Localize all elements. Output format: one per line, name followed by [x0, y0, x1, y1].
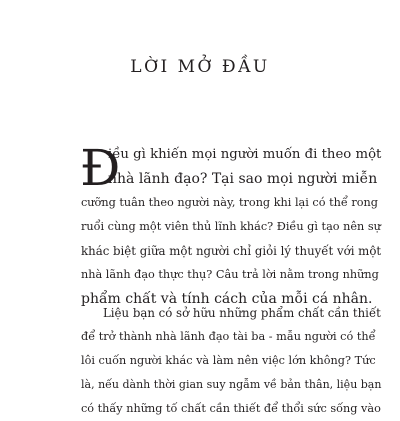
paragraph-line: cưỡng tuân theo người này, trong khi lại có thể rong — [81, 196, 378, 209]
paragraph-1 — [80, 139, 382, 311]
paragraph-line: lôi cuốn người khác và làm nên việc lớn không? Tức — [81, 354, 376, 367]
paragraph-2 — [81, 301, 381, 421]
paragraph-line: nhà lãnh đạo thực thụ? Câu trả lời nằm trong những — [81, 268, 379, 281]
paragraph-line: nhà lãnh đạo? Tại sao mọi người miễn — [108, 171, 378, 187]
drop-cap: Đ — [80, 139, 121, 197]
chapter-heading: LỜI MỞ ĐẦU — [130, 57, 270, 77]
paragraph-line: ruổi cùng một viên thủ lĩnh khác? Điều gì tạo nên sự — [81, 220, 381, 233]
paragraph-line: để trở thành nhà lãnh đạo tài ba - mẫu người có thể — [81, 330, 376, 343]
paragraph-line: iều gì khiến mọi người muốn đi theo một — [108, 147, 382, 162]
paragraph-line: có thấy những tố chất cần thiết để thổi sức sống vào — [81, 402, 381, 415]
paragraph-line: Liệu bạn có sở hữu những phẩm chất cần thiết — [103, 306, 381, 320]
paragraph-line: phẩm chất và tính cách của mỗi cá nhân. — [81, 291, 373, 307]
paragraph-line: khác biệt giữa một người chỉ giỏi lý thuyết với một — [81, 244, 382, 258]
paragraph-line: là, nếu dành thời gian suy ngẫm về bản thân, liệu bạn — [81, 378, 382, 391]
